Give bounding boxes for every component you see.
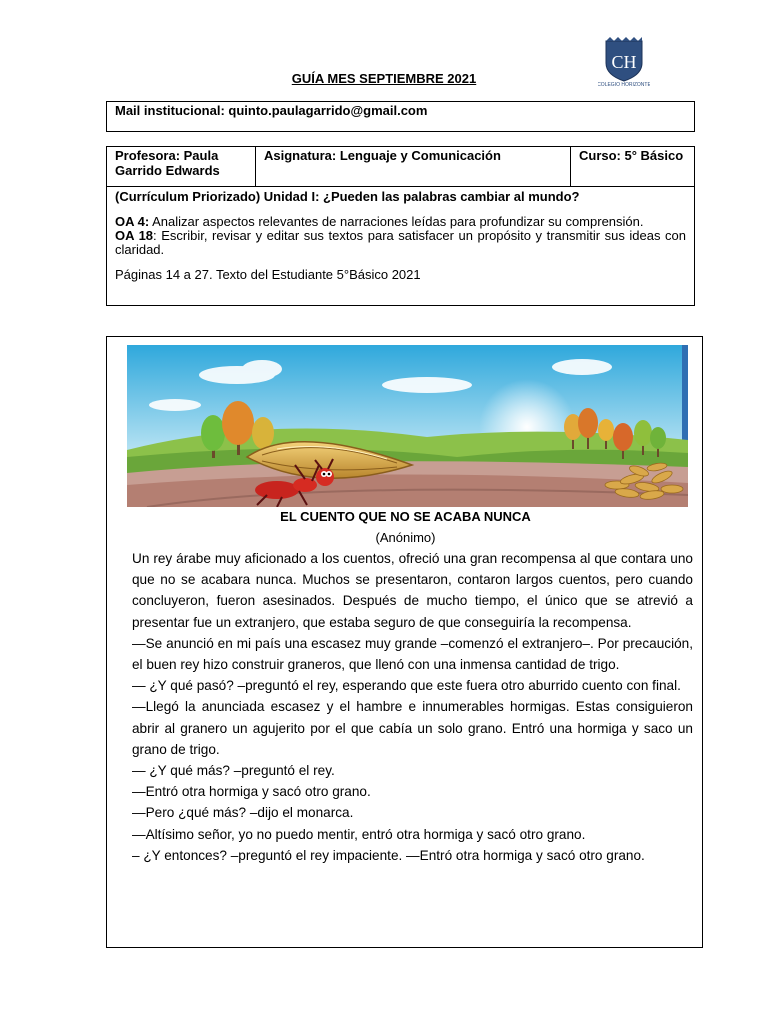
oa4-text: OA 4: Analizar aspectos relevantes de narraciones leídas para profundizar su comprensión. [115,214,644,229]
teacher-cell: Profesora: Paula Garrido Edwards [106,146,256,187]
story-paragraph: — ¿Y qué más? –preguntó el rey. [132,763,335,779]
svg-text:COLEGIO HORIZONTE: COLEGIO HORIZONTE [598,82,650,87]
pages-reference: Páginas 14 a 27. Texto del Estudiante 5°Básico 2021 [115,267,421,282]
story-paragraph: —Se anunció en mi país una escasez muy grande –comenzó el extranjero–. Por precaución, el buen rey hizo construir graneros, que llenó con una inmensa cantidad de trigo. [132,635,693,673]
grade-cell: Curso: 5° Básico [570,146,695,187]
story-body [132,548,693,866]
unit-title: (Currículum Priorizado) Unidad I: ¿Pueden las palabras cambiar al mundo? [115,189,580,204]
story-paragraph: —Entró otra hormiga y sacó otro grano. [132,784,371,800]
mail-box [106,101,695,132]
school-logo [598,35,650,87]
page-title: GUÍA MES SEPTIEMBRE 2021 [291,71,477,86]
story-paragraph: —Llegó la anunciada escasez y el hambre e innumerables hormigas. Estas consiguieron abrir al granero un agujerito por el que cabía un solo grano. Entró una hormiga y saco un grano de trigo. [132,699,693,757]
story-paragraph: —Altísimo señor, yo no puedo mentir, entró otra hormiga y sacó otro grano. [132,826,586,842]
ant-seed-illustration [127,345,688,507]
story-paragraph: — ¿Y qué pasó? –preguntó el rey, esperando que este fuera otro aburrido cuento con final. [132,678,681,694]
subject-cell: Asignatura: Lenguaje y Comunicación [255,146,571,187]
info-table [106,146,695,306]
objectives-cell [106,186,695,306]
story-paragraph: Un rey árabe muy aficionado a los cuentos, ofreció una gran recompensa al que contara uno que no se acabara nunca. Muchos se presentaron, contaron largos cuentos, pero cuando concluyeron, fueron asesinados. Después de mucho tiempo, el único que se atrevió a presentar fue un extranjero, que estaba seguro de que conseguiría la recompensa. [132,551,693,630]
svg-text:CH: CH [611,52,637,72]
story-title: EL CUENTO QUE NO SE ACABA NUNCA [280,509,531,524]
story-box [106,336,703,948]
story-paragraph: – ¿Y entonces? –preguntó el rey impaciente. —Entró otra hormiga y sacó otro grano. [132,847,645,863]
story-paragraph: —Pero ¿qué más? –dijo el monarca. [132,805,354,821]
institutional-mail: Mail institucional: quinto.paulagarrido@gmail.com [115,103,428,118]
oa18-text: OA 18: Escribir, revisar y editar sus textos para satisfacer un propósito y transmitir sus ideas con claridad. [115,228,687,257]
story-author: (Anónimo) [375,530,436,545]
